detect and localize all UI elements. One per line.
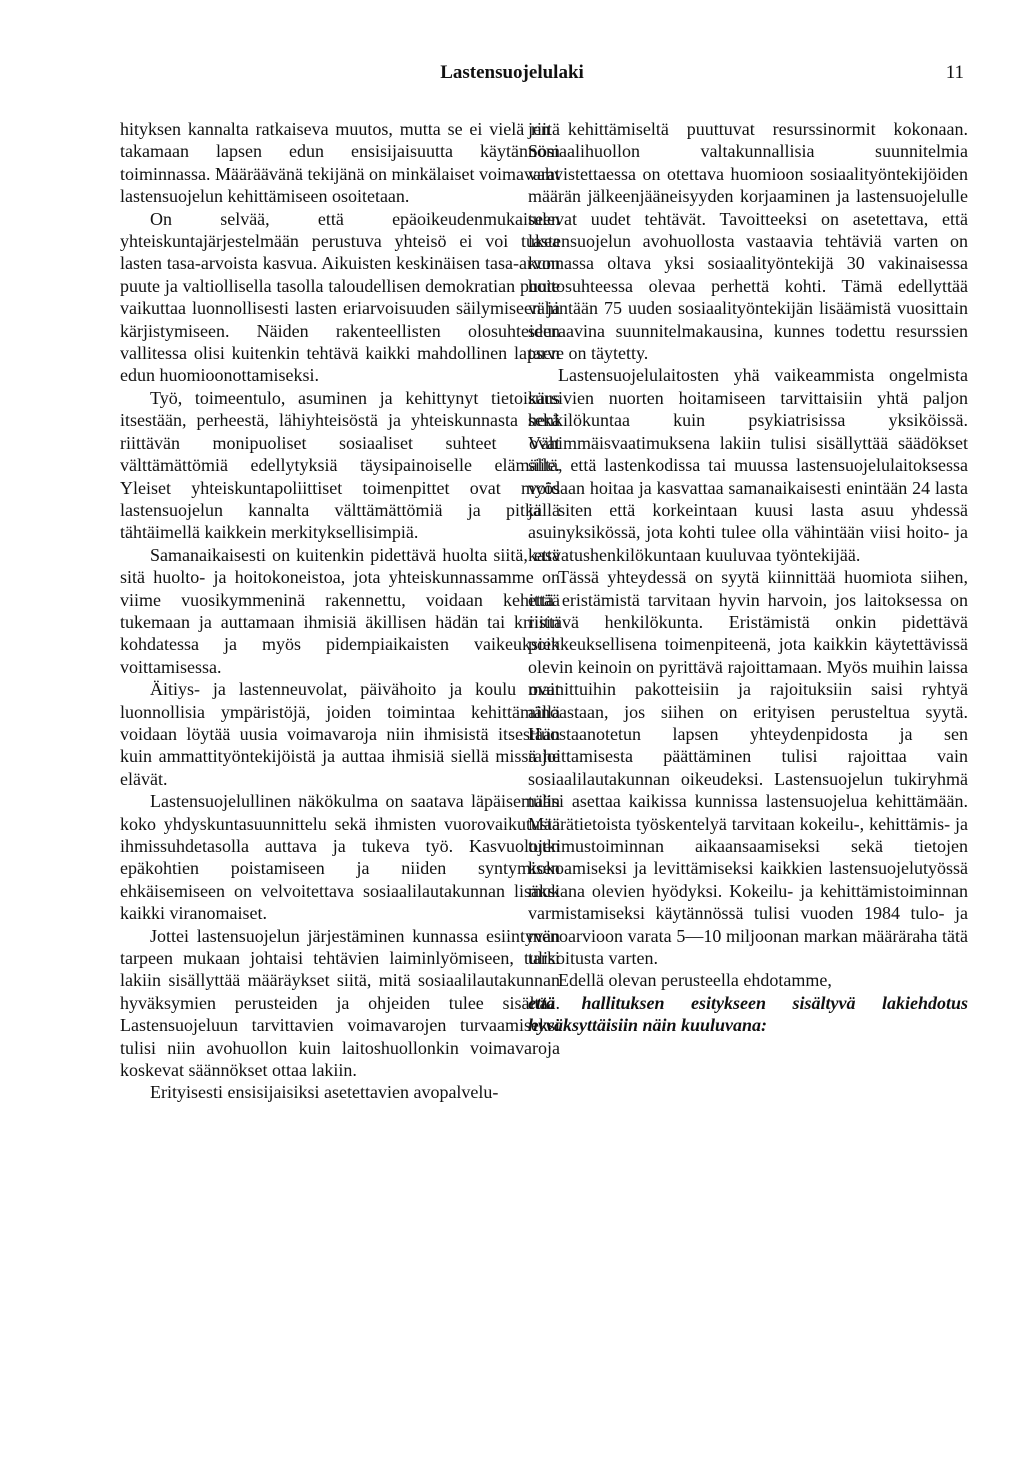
paragraph: jen kehittämiseltä puuttuvat resurssinormit kokonaan. Sosiaalihuollon valtakunnallisia suunnitelmia vahvistettaessa on otettava huomioon sosiaalityöntekijöiden määrän jälkeenjääneisyyden korjaaminen ja lastensuojelulle tulevat uudet tehtävät. Tavoitteeksi on asetettava, että lastensuojelun avohuollosta vastaavia tehtäviä varten on kunnassa oltava yksi sosiaalityöntekijä 30 vakinaisessa hoitosuhteessa olevaa perhettä kohti. Tämä edellyttää vähintään 75 uuden sosiaalityöntekijän lisäämistä vuosittain seuraavina suunnitelmakausina, kunnes todettu resurssien tarve on täytetty. xyxy=(528,119,968,364)
page-number: 11 xyxy=(945,62,964,83)
paragraph: Lastensuojelullinen näkökulma on saatava läpäisemään koko yhdyskuntasuunnittelu sekä ihmisten vuorovaikutusta ihmissuhdetasolla auttava ja tukeva työ. Kasvuolojen epäkohtien poistamiseen ja niiden syntymisen ehkäisemiseen on velvoitettava sosiaalilautakunnan lisäksi kaikki viranomaiset. xyxy=(120,791,560,924)
right-column xyxy=(528,118,968,1037)
proposal-statement: että hallituksen esitykseen sisältyvä lakiehdotus hyväksyttäisiin näin kuuluvana: xyxy=(528,992,968,1036)
paragraph: Samanaikaisesti on kuitenkin pidettävä huolta siitä, että sitä huolto- ja hoitokoneistoa, jota yhteiskunnassamme on viime vuosikymmeninä rakennettu, voidaan kehittää tukemaan ja auttamaan ihmisiä äkillisen hädän tai kriisin kohdatessa ja myös pidempiaikaisten vaikeuksien voittamisessa. xyxy=(120,544,560,677)
paragraph: hityksen kannalta ratkaiseva muutos, mutta se ei vielä riitä takamaan lapsen edun ensisijaisuutta käytännöm toiminnassa. Määräävänä tekijänä on minkälaiset voimavarat lastensuojelun kehittämiseen osoitetaan. xyxy=(120,119,560,207)
paragraph: Työ, toimeentulo, asuminen ja kehittynyt tietoisuus itsestään, perheestä, lähiyhteisöstä ja yhteiskunnasta sekä riittävän monipuoliset sosiaaliset suhteet ovat välttämättömiä edellytyksiä täysipainoiselle elämälle. Yleiset yhteiskuntapoliittiset toimenpittet ovat myös lastensuojelun kannalta välttämättömiä ja pitkällä tähtäimellä kaikkein merkityksellisimpiä. xyxy=(120,387,560,543)
left-column xyxy=(120,118,560,1104)
paragraph: Edellä olevan perusteella ehdotamme, xyxy=(558,970,832,991)
paragraph: Erityisesti ensisijaisiksi asetettavien avopalvelu- xyxy=(150,1082,499,1103)
paragraph: Äitiys- ja lastenneuvolat, päivähoito ja koulu ovat luonnollisia ympäristöjä, joiden toimintaa kehittämällä voidaan löytää uusia voimavaroja niin ihmisistä itsestään kuin ammattityöntekijöistä ja auttaa ihmisiä siellä missä he elävät. xyxy=(120,679,560,789)
paragraph: Lastensuojelulaitosten yhä vaikeammista ongelmista kärsivien nuorten hoitamiseen tarvittaisiin yhtä paljon henkilökuntaa kuin psykiatrisissa yksiköissä. Vähimmäisvaatimuksena lakiin tulisi sisällyttää säädökset siitä, että lastenkodissa tai muussa lastensuojelulaitoksessa voidaan hoitaa ja kasvattaa samanaikaisesti enintään 24 lasta ja siten että korkeintaan kuusi lasta asuu yhdessä asuinyksikössä, jota kohti tulee olla vähintään viisi hoito- ja kasvatushenkilökuntaan kuuluvaa työntekijää. xyxy=(528,365,968,565)
paragraph: Jottei lastensuojelun järjestäminen kunnassa esiintyvän tarpeen mukaan johtaisi tehtävien laiminlyömiseen, tulisi lakiin sisällyttää määräykset siitä, mitä sosiaalilautakunnan hyväksymien perusteiden ja ohjeiden tulee sisältää. Lastensuojeluun tarvittavien voimavarojen turvaamiseksi tulisi niin avohuollon kuin laitoshuollonkin voimavaroja koskevat säännökset ottaa lakiin. xyxy=(120,925,560,1081)
page-header-title: Lastensuojelulaki xyxy=(440,62,584,83)
paragraph: Tässä yhteydessä on syytä kiinnittää huomiota siihen, että eristämistä tarvitaan hyvin harvoin, jos laitoksessa on riittävä henkilökunta. Eristämistä onkin pidettävä poikkeuksellisena toimenpiteenä, jota kaikkin käytettävissä olevin keinoin on pyrittävä rajoittamaan. Myös muihin laissa mainittuihin pakotteisiin ja rajoituksiin saisi ryhtyä ainoastaan, jos siihen on erityisen perusteltua syytä. Huostaanotetun lapsen yhteydenpidosta ja sen rajoittamisesta päättäminen tulisi rajoittaa vain sosiaalilautakunnan oikeudeksi. Lastensuojelun tukiryhmä tulisi asettaa kaikissa kunnissa lastensuojelua kehittämään. Määrätietoista työskentelyä tarvitaan kokeilu-, kehittämis- ja tutkimustoiminnan aikaansaamiseksi sekä tietojen kokoamiseksi ja levittämiseksi kaikkien lastensuojelutyössä mukana olevien hyödyksi. Kokeilu- ja kehittämistoiminnan varmistamiseksi käytännössä tulisi vuoden 1984 tulo- ja menoarvioon varata 5—10 miljoonan markan määräraha tätä tarkoitusta varten. xyxy=(528,567,968,969)
paragraph: On selvää, että epäoikeudenmukaiseen yhteiskuntajärjestelmään perustuva yhteisö ei voi tukea lasten tasa-arvoista kasvua. Aikuisten keskinäisen tasa-arvon puute ja valtiollisella tasolla taloudellisen demokratian puute vaikuttaa luonnollisesti lasten eriarvoisuuden säilymiseen ja kärjistymiseen. Näiden rakenteellisten olosuhteiden vallitessa olisi kuitenkin tehtävä kaikki mahdollinen lapsen edun huomioonottamiseksi. xyxy=(120,208,560,386)
